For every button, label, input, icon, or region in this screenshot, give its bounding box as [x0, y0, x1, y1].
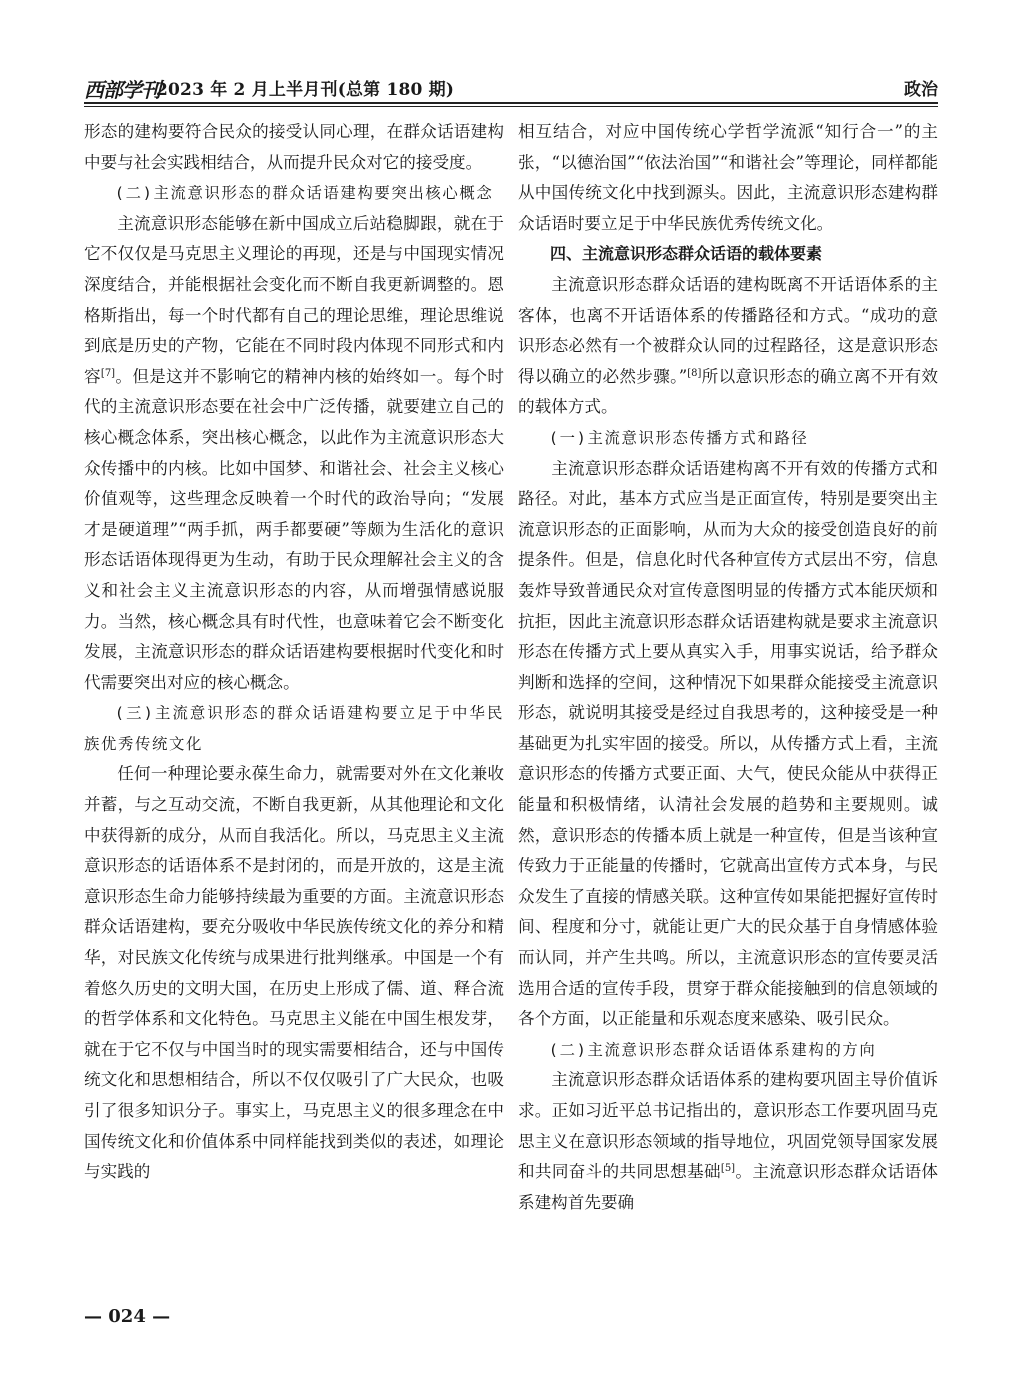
running-header — [84, 72, 938, 102]
body-paragraph — [84, 209, 504, 699]
paragraph-text: 所以意识形态的确立离不开有效的载体方式。 — [518, 366, 938, 417]
paragraph-text: (三)主流意识形态的群众话语建构要立足于中华民族优秀传统文化 — [84, 704, 504, 753]
body-paragraph — [84, 117, 504, 178]
left-column — [84, 117, 504, 1188]
subsection-heading — [518, 423, 938, 454]
issue-info: 2023 年 2 月上半月刊(总第 180 期) — [156, 80, 455, 100]
body-paragraph — [84, 759, 504, 1187]
paragraph-text: 主流意识形态能够在新中国成立后站稳脚跟，就在于它不仅仅是马克思主义理论的再现，还是与中国现实情况深度结合，并能根据社会变化而不断自我更新调整的。恩格斯指出，每一个时代都有自己的理论思维，理论思维说到底是历史的产物，它能在不同时段内体现不同形式和内容 — [84, 213, 504, 386]
body-paragraph — [518, 454, 938, 1035]
subsection-heading — [518, 1035, 938, 1066]
paragraph-text: 四、主流意识形态群众话语的载体要素 — [550, 244, 823, 264]
paragraph-text: 。主流意识形态群众话语体系建构首先要确 — [518, 1162, 939, 1212]
citation-ref: [8] — [687, 367, 702, 379]
body-paragraph — [518, 117, 938, 239]
paragraph-text: (二)主流意识形态群众话语体系建构的方向 — [548, 1040, 877, 1059]
citation-ref: [5] — [720, 1163, 736, 1175]
subsection-heading — [84, 178, 504, 209]
paragraph-text: 形态的建构要符合民众的接受认同心理，在群众话语建构中要与社会实践相结合，从而提升民众对它的接受度。 — [84, 122, 504, 172]
body-paragraph — [518, 270, 938, 423]
paragraph-text: 。但是这并不影响它的精神内核的始终如一。每个时代的主流意识形态要在社会中广泛传播，就要建立自己的核心概念体系，突出核心概念，以此作为主流意识形态大众传播中的内核。比如中国梦、和谐社会、社会主义核心价值观等，这些理念反映着一个时代的政治导向；“发展才是硬道理”“两手抓，两手都要硬”等颇为生活化的意识形态话语体现得更为生动，有助于民众理解社会主义的含义和社会主义主流意识形态的内容，从而增强情感说服力。当然，核心概念具有时代性，也意味着它会不断变化发展，主流意识形态的群众话语建构要根据时代变化和时代需要突出对应的核心概念。 — [84, 366, 505, 692]
body-paragraph — [518, 1065, 938, 1218]
journal-logo: 西部学刊 — [84, 78, 160, 102]
subsection-heading — [84, 698, 504, 759]
page-number: — 024 — — [84, 1306, 171, 1327]
paragraph-text: 主流意识形态群众话语建构离不开有效的传播方式和路径。对此，基本方式应当是正面宣传，特别是要突出主流意识形态的正面影响，从而为大众的接受创造良好的前提条件。但是，信息化时代各种宣传方式层出不穷，信息轰炸导致普通民众对宣传意图明显的传播方式本能厌烦和抗拒，因此主流意识形态群众话语建构就是要求主流意识形态在传播方式上要从真实入手，用事实说话，给予群众判断和选择的空间，这种情况下如果群众能接受主流意识形态，就说明其接受是经过自我思考的，这种接受是一种基础更为扎实牢固的接受。所以，从传播方式上看，主流意识形态的传播方式要正面、大气，使民众能从中获得正能量和积极情绪，认清社会发展的趋势和主要规则。诚然，意识形态的传播本质上就是一种宣传，但是当该种宣传致力于正能量的传播时，它就高出宣传方式本身，与民众发生了直接的情感关联。这种宣传如果能把握好宣传时间、程度和分寸，就能让更广大的民众基于自身情感体验而认同，并产生共鸣。所以，主流意识形态的宣传要灵活选用合适的宣传手段，贯穿于群众能接触到的信息领域的各个方面，以正能量和乐观态度来感染、吸引民众。 — [518, 458, 938, 1029]
paragraph-text: 主流意识形态群众话语体系的建构要巩固主导价值诉求。正如习近平总书记指出的，意识形态工作要巩固马克思主义在意识形态领域的指导地位，巩固党领导国家发展和共同奋斗的共同思想基础 — [518, 1070, 938, 1182]
header-rule — [84, 102, 938, 104]
paragraph-text: (二)主流意识形态的群众话语建构要突出核心概念 — [114, 184, 494, 203]
section-label: 政治 — [904, 80, 938, 100]
citation-ref: [7] — [100, 367, 116, 379]
right-column — [518, 117, 938, 1218]
section-heading — [518, 239, 938, 270]
paragraph-text: 主流意识形态群众话语的建构既离不开话语体系的主客体，也离不开话语体系的传播路径和方式。“成功的意识形态必然有一个被群众认同的过程路径，这是意识形态得以确立的必然步骤。” — [518, 274, 938, 386]
paragraph-text: 相互结合，对应中国传统心学哲学流派“知行合一”的主张，“以德治国”“依法治国”“和谐社会”等理论，同样都能从中国传统文化中找到源头。因此，主流意识形态建构群众话语时要立足于中华民族优秀传统文化。 — [518, 122, 938, 233]
paragraph-text: (一)主流意识形态传播方式和路径 — [548, 428, 809, 447]
paragraph-text: 任何一种理论要永葆生命力，就需要对外在文化兼收并蓄，与之互动交流，不断自我更新，从其他理论和文化中获得新的成分，从而自我活化。所以，马克思主义主流意识形态的话语体系不是封闭的，而是开放的，这是主流意识形态生命力能够持续最为重要的方面。主流意识形态群众话语建构，要充分吸收中华民族传统文化的养分和精华，对民族文化传统与成果进行批判继承。中国是一个有着悠久历史的文明大国，在历史上形成了儒、道、释合流的哲学体系和文化特色。马克思主义能在中国生根发芽，就在于它不仅与中国当时的现实需要相结合，还与中国传统文化和思想相结合，所以不仅仅吸引了广大民众，也吸引了很多知识分子。事实上，马克思主义的很多理念在中国传统文化和价值体系中同样能找到类似的表述，如理论与实践的 — [84, 764, 504, 1182]
header-rule-thin — [84, 106, 938, 107]
